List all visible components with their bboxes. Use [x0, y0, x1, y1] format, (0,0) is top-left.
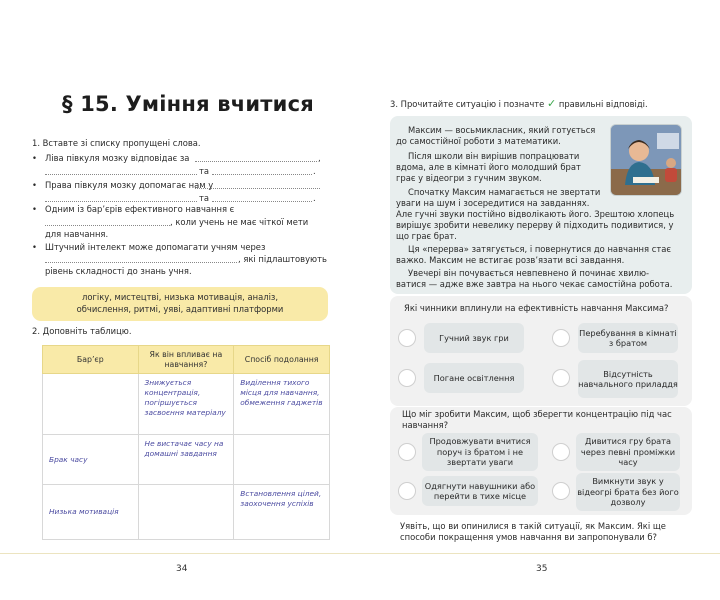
final-question-line-2: способи покращення умов навчання ви запропонували б? — [400, 532, 657, 542]
story-line: ватися — адже вже завтра на нього чекає самостійна робота. — [396, 279, 673, 289]
story-line: Увечері він почувається невпевнено й починає хвилю- — [408, 268, 650, 278]
blank-1c[interactable] — [212, 174, 312, 175]
answer-radio[interactable] — [552, 329, 570, 347]
story-line: до самостійної роботи з математики. — [396, 136, 561, 146]
bullet-4: • Штучний інтелект може допомагати учням через — [32, 242, 266, 252]
answer-radio[interactable] — [552, 443, 570, 461]
answer-radio[interactable] — [552, 369, 570, 387]
story-line: вдома, але в кімнаті його молодший брат — [396, 162, 581, 172]
bullet-2: • Права півкуля мозку допомагає нам у — [32, 180, 214, 190]
bullet-3: • Одним із бар’єрів ефективного навчання є — [32, 204, 235, 214]
blank-2a[interactable] — [195, 188, 320, 189]
footer-rule — [360, 553, 720, 554]
story-line: Але гучні звуки постійно відволікають його. Зрештою хлопець — [396, 209, 675, 219]
table-cell-blank[interactable] — [234, 435, 330, 485]
story-line: Максим — восьмикласник, який готується — [408, 125, 596, 135]
table-cell: Знижується концентрація, погіршується засвоєння матеріалу — [138, 374, 234, 435]
final-question — [400, 521, 690, 543]
table-cell-blank[interactable] — [138, 485, 234, 540]
answer-radio[interactable] — [398, 369, 416, 387]
answer-option[interactable]: Одягнути навушники або перейти в тихе місце — [422, 476, 538, 506]
task-1-heading: 1. Вставте зі списку пропущені слова. — [32, 138, 201, 148]
blank-1b[interactable] — [45, 174, 197, 175]
table-header: Спосіб подолання — [234, 346, 330, 374]
question-1: Які чинники вплинули на ефективність навчання Максима? — [404, 303, 669, 313]
table-cell: Встановлення цілей, заохочення успіхів — [234, 485, 330, 540]
word-bank — [32, 287, 328, 321]
story-line: вирішує зробити невелику перерву й підходить подивитися, у — [396, 220, 674, 230]
answer-option[interactable]: Продовжувати вчитися поруч із братом і не звертати уваги — [422, 433, 538, 471]
task-2-heading: 2. Доповніть таблицю. — [32, 326, 132, 336]
section-title: § 15. Уміння вчитися — [62, 92, 314, 116]
story-line: грає у відеогри з гучним звуком. — [396, 173, 542, 183]
table-cell: Не вистачає часу на домашні завдання — [138, 435, 234, 485]
story-line: Спочатку Максим намагається не звертати — [408, 187, 601, 197]
answer-option[interactable]: Гучний звук гри — [424, 323, 524, 353]
table-row — [43, 374, 330, 435]
footer-rule — [0, 553, 360, 554]
question-2-box — [390, 407, 692, 515]
bullet-2-and: та — [199, 193, 210, 203]
blank-1a[interactable] — [195, 161, 317, 162]
story-line: Ця «перерва» затягується, і повернутися до навчання стає — [408, 244, 671, 254]
table-cell-blank[interactable] — [43, 374, 139, 435]
bullet-3-end: для навчання. — [45, 229, 109, 239]
story-line: важко. Максим не встигає розв’язати всі завдання. — [396, 255, 625, 265]
answer-option[interactable]: Перебування в кімнаті з братом — [578, 323, 678, 353]
story-box — [390, 116, 692, 294]
task-3-heading: 3. Прочитайте ситуацію і позначте ✓ правильні відповіді. — [390, 97, 648, 110]
word-bank-line-1: логіку, мистецтві, низька мотивація, аналіз, — [81, 292, 279, 302]
page-number: 34 — [176, 564, 188, 574]
story-line: що грає брат. — [396, 231, 457, 241]
final-question-line-1: Уявіть, що ви опинилися в такій ситуації, як Максим. Які ще — [400, 521, 666, 531]
bullet-1: • Ліва півкуля мозку відповідає за — [32, 153, 190, 163]
answer-option[interactable]: Дивитися гру брата через певні проміжки часу — [576, 433, 680, 471]
blank-2c[interactable] — [212, 201, 312, 202]
page-number: 35 — [536, 564, 548, 574]
answer-radio[interactable] — [398, 443, 416, 461]
blank-4a[interactable] — [45, 262, 237, 263]
question-1-box — [390, 296, 692, 406]
table-row — [43, 435, 330, 485]
page-34: § 15. Уміння вчитися 1. Вставте зі списку пропущені слова. • Ліва півкуля мозку відповідає за , та . • Права півкуля мозку допомагає нам у та . • Одним із бар’єрів ефективного навчання є , коли учень не має чіткої мети для навчання. • Штучний інтелект може допомагати учням через , які підлаштовують рівень складності до знань учня. логіку, мистецтві, низька мотивація, аналіз, обчислення, ритмі, уяві, адаптивні платформи 2. Доповніть таблицю. Бар’єр Як він впливає на навчання? Спосіб подолання Знижується концентрація, погіршується засвоєння матеріалу Виділення тихого місця для навчання, обмеження гаджетів Брак часу Не вистачає часу на домашні завдання Низька мотивація Встановлення цілей, заохочення успіхів 34 — [0, 0, 360, 600]
check-icon: ✓ — [546, 97, 557, 110]
answer-radio[interactable] — [398, 482, 416, 500]
question-2-line-1: Що міг зробити Максим, щоб зберегти концентрацію під час — [402, 409, 672, 419]
blank-2b[interactable] — [45, 201, 197, 202]
table-row — [43, 485, 330, 540]
answer-radio[interactable] — [398, 329, 416, 347]
story-line: уваги на шум і зосередитися на завданнях. — [396, 198, 590, 208]
answer-option[interactable]: Погане освітлення — [424, 363, 524, 393]
bullet-4-cont: , які підлаштовують — [238, 254, 327, 264]
table-header: Як він впливає на навчання? — [138, 346, 234, 374]
table-cell: Низька мотивація — [43, 485, 139, 540]
answer-option[interactable]: Відсутність навчального приладдя — [578, 360, 678, 398]
word-bank-line-2: обчислення, ритмі, уяві, адаптивні платформи — [76, 304, 284, 314]
table-header: Бар’єр — [43, 346, 139, 374]
bullet-1-and: та — [199, 166, 210, 176]
page-35 — [360, 0, 720, 600]
barrier-table — [42, 345, 330, 540]
story-line: Після школи він вирішив попрацювати — [408, 151, 580, 161]
question-2-line-2: навчання? — [402, 420, 449, 430]
table-cell: Брак часу — [43, 435, 139, 485]
blank-3a[interactable] — [45, 225, 170, 226]
bullet-3-cont: , коли учень не має чіткої мети — [170, 217, 309, 227]
answer-radio[interactable] — [552, 482, 570, 500]
table-cell: Виділення тихого місця для навчання, обмеження гаджетів — [234, 374, 330, 435]
boy-studying-illustration — [610, 124, 682, 196]
bullet-4-end: рівень складності до знань учня. — [45, 266, 192, 276]
answer-option[interactable]: Вимкнути звук у відеогрі брата без його дозволу — [576, 473, 680, 511]
